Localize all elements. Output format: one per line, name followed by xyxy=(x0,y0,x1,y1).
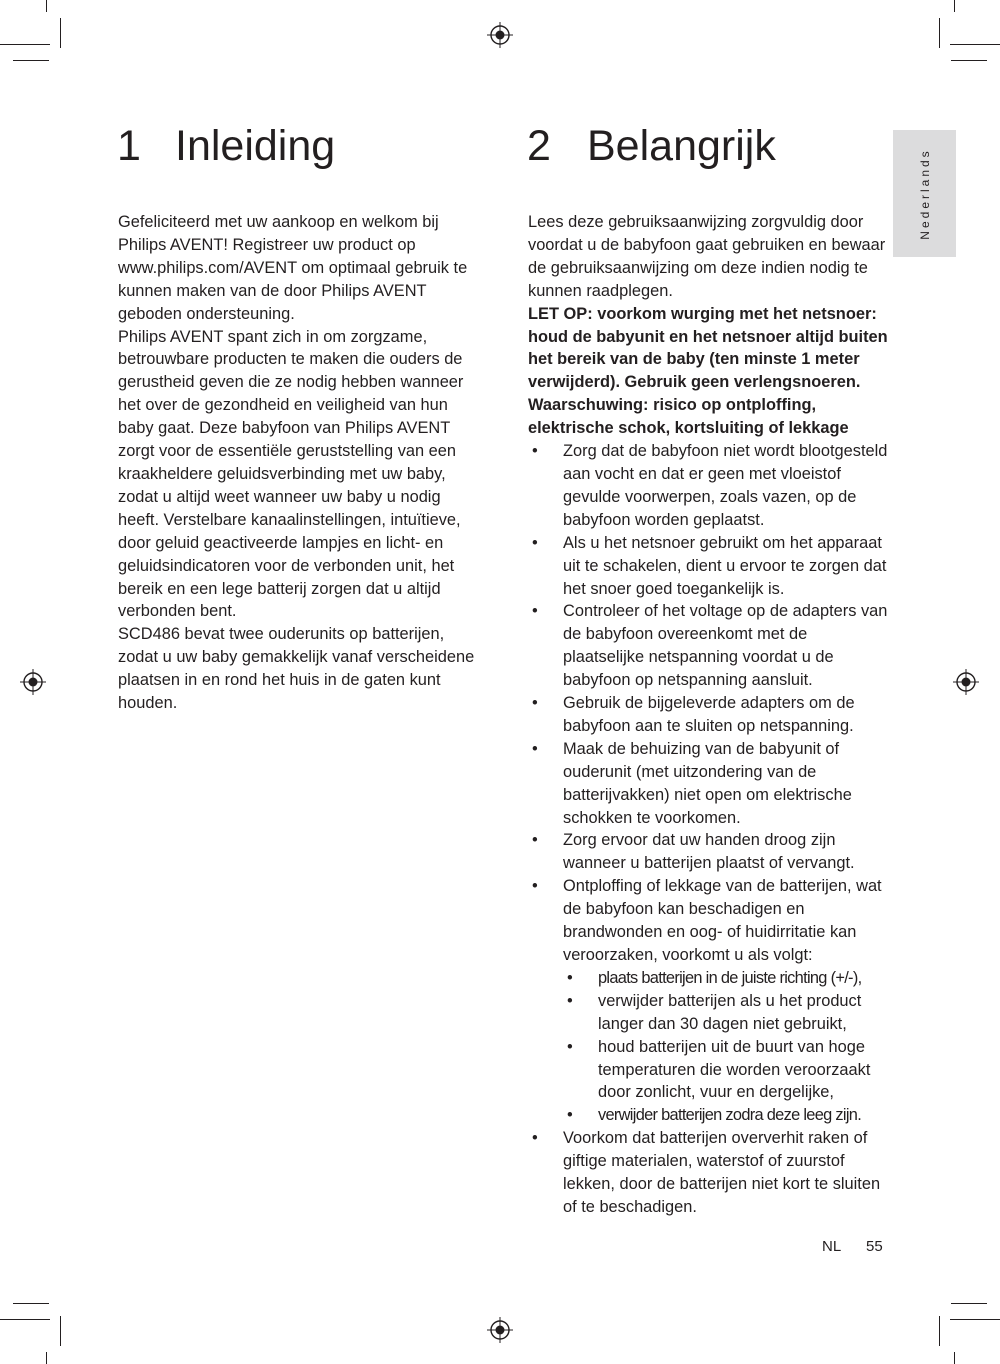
battery-sub-list xyxy=(563,967,888,1127)
crop-mark xyxy=(60,1316,61,1346)
list-item-text: Ontploffing of lekkage van de batterijen, wat de babyfoon kan beschadigen en brandwonden en oog- of huidirritatie kan veroorzaken, voorkomt u als volgt: xyxy=(563,877,882,964)
paragraph: Gefeliciteerd met uw aankoop en welkom bij Philips AVENT! Registreer uw product op www.philips.com/AVENT om optimaal gebruik te kunnen maken van de door Philips AVENT geboden ondersteuning. xyxy=(118,213,468,323)
crop-mark xyxy=(951,1303,987,1304)
registration-mark-icon xyxy=(487,22,513,48)
sub-list-item: • verwijder batterijen als u het product langer dan 30 dagen niet gebruikt, xyxy=(563,990,888,1036)
crop-mark xyxy=(950,1319,1000,1320)
warning-strangulation: LET OP: voorkom wurging met het netsnoer: houd de babyunit en het netsnoer altijd buiten het bereik van de baby (ten minste 1 meter verwijderd). Gebruik geen verlengsnoeren. xyxy=(528,304,888,392)
section-1-heading xyxy=(117,118,335,174)
paragraph: SCD486 bevat twee ouderunits op batterijen, zodat u uw baby gemakkelijk vanaf verscheidene plaatsen in en rond het huis in de gaten kunt houden. xyxy=(118,625,475,713)
crop-mark xyxy=(46,1352,47,1364)
crop-mark xyxy=(46,0,47,12)
list-item: • Maak de behuizing van de babyunit of ouderunit (met uitzondering van de batterijvakken) niet open om elektrische schokken te voorkomen. xyxy=(528,738,888,830)
language-side-tab-label: Nederlands xyxy=(917,147,932,240)
section-2-number: 2 xyxy=(527,122,551,170)
safety-bullet-list xyxy=(528,440,888,1219)
list-item: • Als u het netsnoer gebruikt om het apparaat uit te schakelen, dient u ervoor te zorgen dat het snoer goed toegankelijk is. xyxy=(528,532,888,601)
warning-explosion: Waarschuwing: risico op ontploffing, elektrische schok, kortsluiting of lekkage xyxy=(528,396,849,438)
paragraph: Philips AVENT spant zich in om zorgzame, betrouwbare producten te maken die ouders de gerustheid geven die ze nodig hebben wanneer het over de gezondheid en veiligheid van hun baby gaat. Deze babyfoon van Philips AVENT zorgt voor de essentiële geruststelling van een kraakheldere geluidsverbinding met uw baby, zodat u altijd weet wanneer uw baby u nodig heeft. Verstelbare kanaalinstellingen, intuïtieve, door geluid geactiveerde lampjes en licht- en geluidsindicatoren voor de verbonden unit, het bereik en een lege batterij zorgen dat u altijd verbonden bent. xyxy=(118,327,464,621)
crop-mark xyxy=(950,44,1000,45)
section-2-heading xyxy=(527,118,776,174)
list-item: • Controleer of het voltage op de adapters van de babyfoon overeenkomt met de plaatselijke netspanning voordat u de babyfoon op netspanning aansluit. xyxy=(528,600,888,692)
crop-mark xyxy=(13,1303,49,1304)
list-item: • Zorg ervoor dat uw handen droog zijn wanneer u batterijen plaatst of vervangt. xyxy=(528,829,888,875)
crop-mark xyxy=(939,18,940,48)
crop-mark xyxy=(0,44,50,45)
intro-paragraph: Lees deze gebruiksaanwijzing zorgvuldig door voordat u de babyfoon gaat gebruiken en bewaar de gebruiksaanwijzing om deze indien nodig te kunnen raadplegen. xyxy=(528,213,886,300)
section-1-title: Inleiding xyxy=(175,122,336,170)
sub-list-item: • houd batterijen uit de buurt van hoge temperaturen die worden veroorzaakt door zonlicht, vuur en dergelijke, xyxy=(563,1036,888,1105)
crop-mark xyxy=(939,1316,940,1346)
list-item: • Gebruik de bijgeleverde adapters om de babyfoon aan te sluiten op netspanning. xyxy=(528,692,888,738)
registration-mark-icon xyxy=(20,669,46,695)
sub-list-item: • verwijder batterijen zodra deze leeg zijn. xyxy=(563,1104,888,1127)
page-number: 55 xyxy=(866,1238,883,1255)
list-item: • Voorkom dat batterijen oververhit raken of giftige materialen, waterstof of zuurstof lekken, door de batterijen niet kort te sluiten of te beschadigen. xyxy=(528,1127,888,1219)
language-side-tab xyxy=(893,130,956,257)
crop-mark xyxy=(951,60,987,61)
crop-mark xyxy=(954,1352,955,1364)
section-1-number: 1 xyxy=(117,122,141,170)
registration-mark-icon xyxy=(953,669,979,695)
crop-mark xyxy=(13,60,49,61)
registration-mark-icon xyxy=(487,1317,513,1343)
crop-mark xyxy=(954,0,955,12)
sub-list-item: • plaats batterijen in de juiste richting (+/-), xyxy=(563,967,888,990)
crop-mark xyxy=(0,1319,50,1320)
section-2-title: Belangrijk xyxy=(587,122,776,170)
section-1-body xyxy=(118,211,478,715)
list-item: • Zorg dat de babyfoon niet wordt blootgesteld aan vocht en dat er geen met vloeistof gevulde voorwerpen, zoals vazen, op de babyfoon worden geplaatst. xyxy=(528,440,888,532)
footer-language: NL xyxy=(822,1238,842,1255)
list-item-battery xyxy=(528,875,888,1127)
crop-mark xyxy=(60,18,61,48)
section-2-body xyxy=(528,211,888,1219)
